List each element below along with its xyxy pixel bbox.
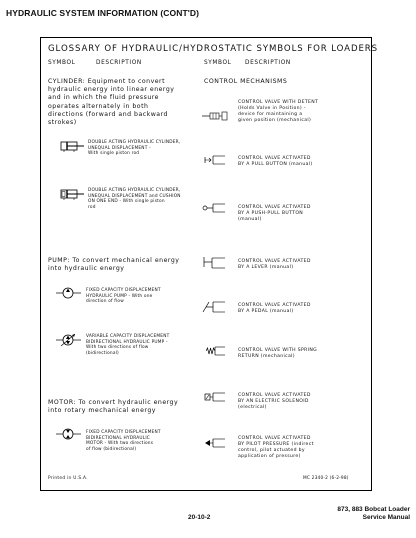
pilot-pressure-icon	[204, 438, 226, 448]
control-3-desc: CONTROL VALVE ACTIVATED BY A PUSH-PULL BUTTON (manual)	[238, 205, 311, 222]
control-4-desc: CONTROL VALVE ACTIVATED BY A LEVER (manual)	[238, 259, 311, 270]
control-1-desc: CONTROL VALVE WITH DETENT (Holds Valve in Position) - device for maintaining a given position (mechanical)	[238, 100, 319, 123]
manual-line-1: 873, 883 Bobcat Loader	[337, 506, 410, 513]
printed-in: Printed in U.S.A.	[48, 476, 88, 481]
fixed-pump-icon	[56, 286, 82, 300]
col-description-left: DESCRIPTION	[96, 60, 142, 66]
variable-pump-icon	[56, 332, 82, 348]
page-number: 20-10-2	[188, 514, 211, 521]
col-description-right: DESCRIPTION	[245, 60, 291, 66]
col-symbol-right: SYMBOL	[204, 60, 232, 66]
cylinder-1-desc: DOUBLE ACTING HYDRAULIC CYLINDER, UNEQUAL DISPLACEMENT - With single piston rod	[88, 140, 181, 157]
double-acting-cylinder-icon	[58, 140, 86, 152]
pull-button-icon	[204, 155, 226, 165]
pedal-icon	[202, 300, 226, 314]
control-7-desc: CONTROL VALVE ACTIVATED BY AN ELECTRIC SOLENOID (electrical)	[238, 393, 311, 410]
glossary-title: GLOSSARY OF HYDRAULIC/HYDROSTATIC SYMBOLS FOR LOADERS	[48, 44, 379, 54]
control-8-desc: CONTROL VALVE ACTIVATED BY PILOT PRESSURE (indirect control, pilot actuated by application of pressure)	[238, 436, 314, 459]
lever-icon	[202, 256, 226, 270]
detent-valve-icon	[202, 111, 228, 121]
pump-1-desc: FIXED CAPACITY DISPLACEMENT HYDRAULIC PUMP - With one direction of flow	[86, 288, 161, 305]
pump-2-desc: VARIABLE CAPACITY DISPLACEMENT BIDIRECTIONAL HYDRAULIC PUMP - With two directions of flow (bidirectional)	[86, 334, 170, 356]
col-symbol-left: SYMBOL	[48, 60, 76, 66]
manual-line-2: Service Manual	[362, 514, 410, 521]
control-2-desc: CONTROL VALVE ACTIVATED BY A PULL BUTTON (manual)	[238, 156, 313, 167]
document-code: MC 2340-2 (6-2-98)	[303, 476, 349, 481]
cylinder-2-desc: DOUBLE ACTING HYDRAULIC CYLINDER, UNEQUAL DISPLACEMENT and CUSHION ON ONE END - With single piston rod	[88, 188, 181, 210]
spring-return-icon	[206, 346, 226, 356]
page-header: HYDRAULIC SYSTEM INFORMATION (CONT'D)	[6, 8, 200, 18]
motor-icon	[56, 427, 82, 441]
control-5-desc: CONTROL VALVE ACTIVATED BY A PEDAL (manual)	[238, 303, 311, 314]
motor-heading: MOTOR: To convert hydraulic energy into rotary mechanical energy	[48, 399, 179, 415]
control-6-desc: CONTROL VALVE WITH SPRING RETURN (mechanical)	[238, 348, 318, 359]
cylinder-heading: CYLINDER: Equipment to convert hydraulic energy into linear energy and in which the fluid pressure operates alternately in both directions (forward and backward strokes)	[48, 78, 175, 127]
push-pull-button-icon	[202, 203, 226, 213]
motor-1-desc: FIXED CAPACITY DISPLACEMENT BIDIRECTIONAL HYDRAULIC MOTOR - With two directions of flow (bidirectional)	[86, 430, 161, 452]
control-mechanisms-heading: CONTROL MECHANISMS	[204, 78, 288, 85]
cushioned-cylinder-icon	[58, 188, 86, 200]
manual-title	[330, 506, 410, 522]
solenoid-icon	[204, 392, 226, 402]
pump-heading: PUMP: To convert mechanical energy into hydraulic energy	[48, 257, 180, 273]
